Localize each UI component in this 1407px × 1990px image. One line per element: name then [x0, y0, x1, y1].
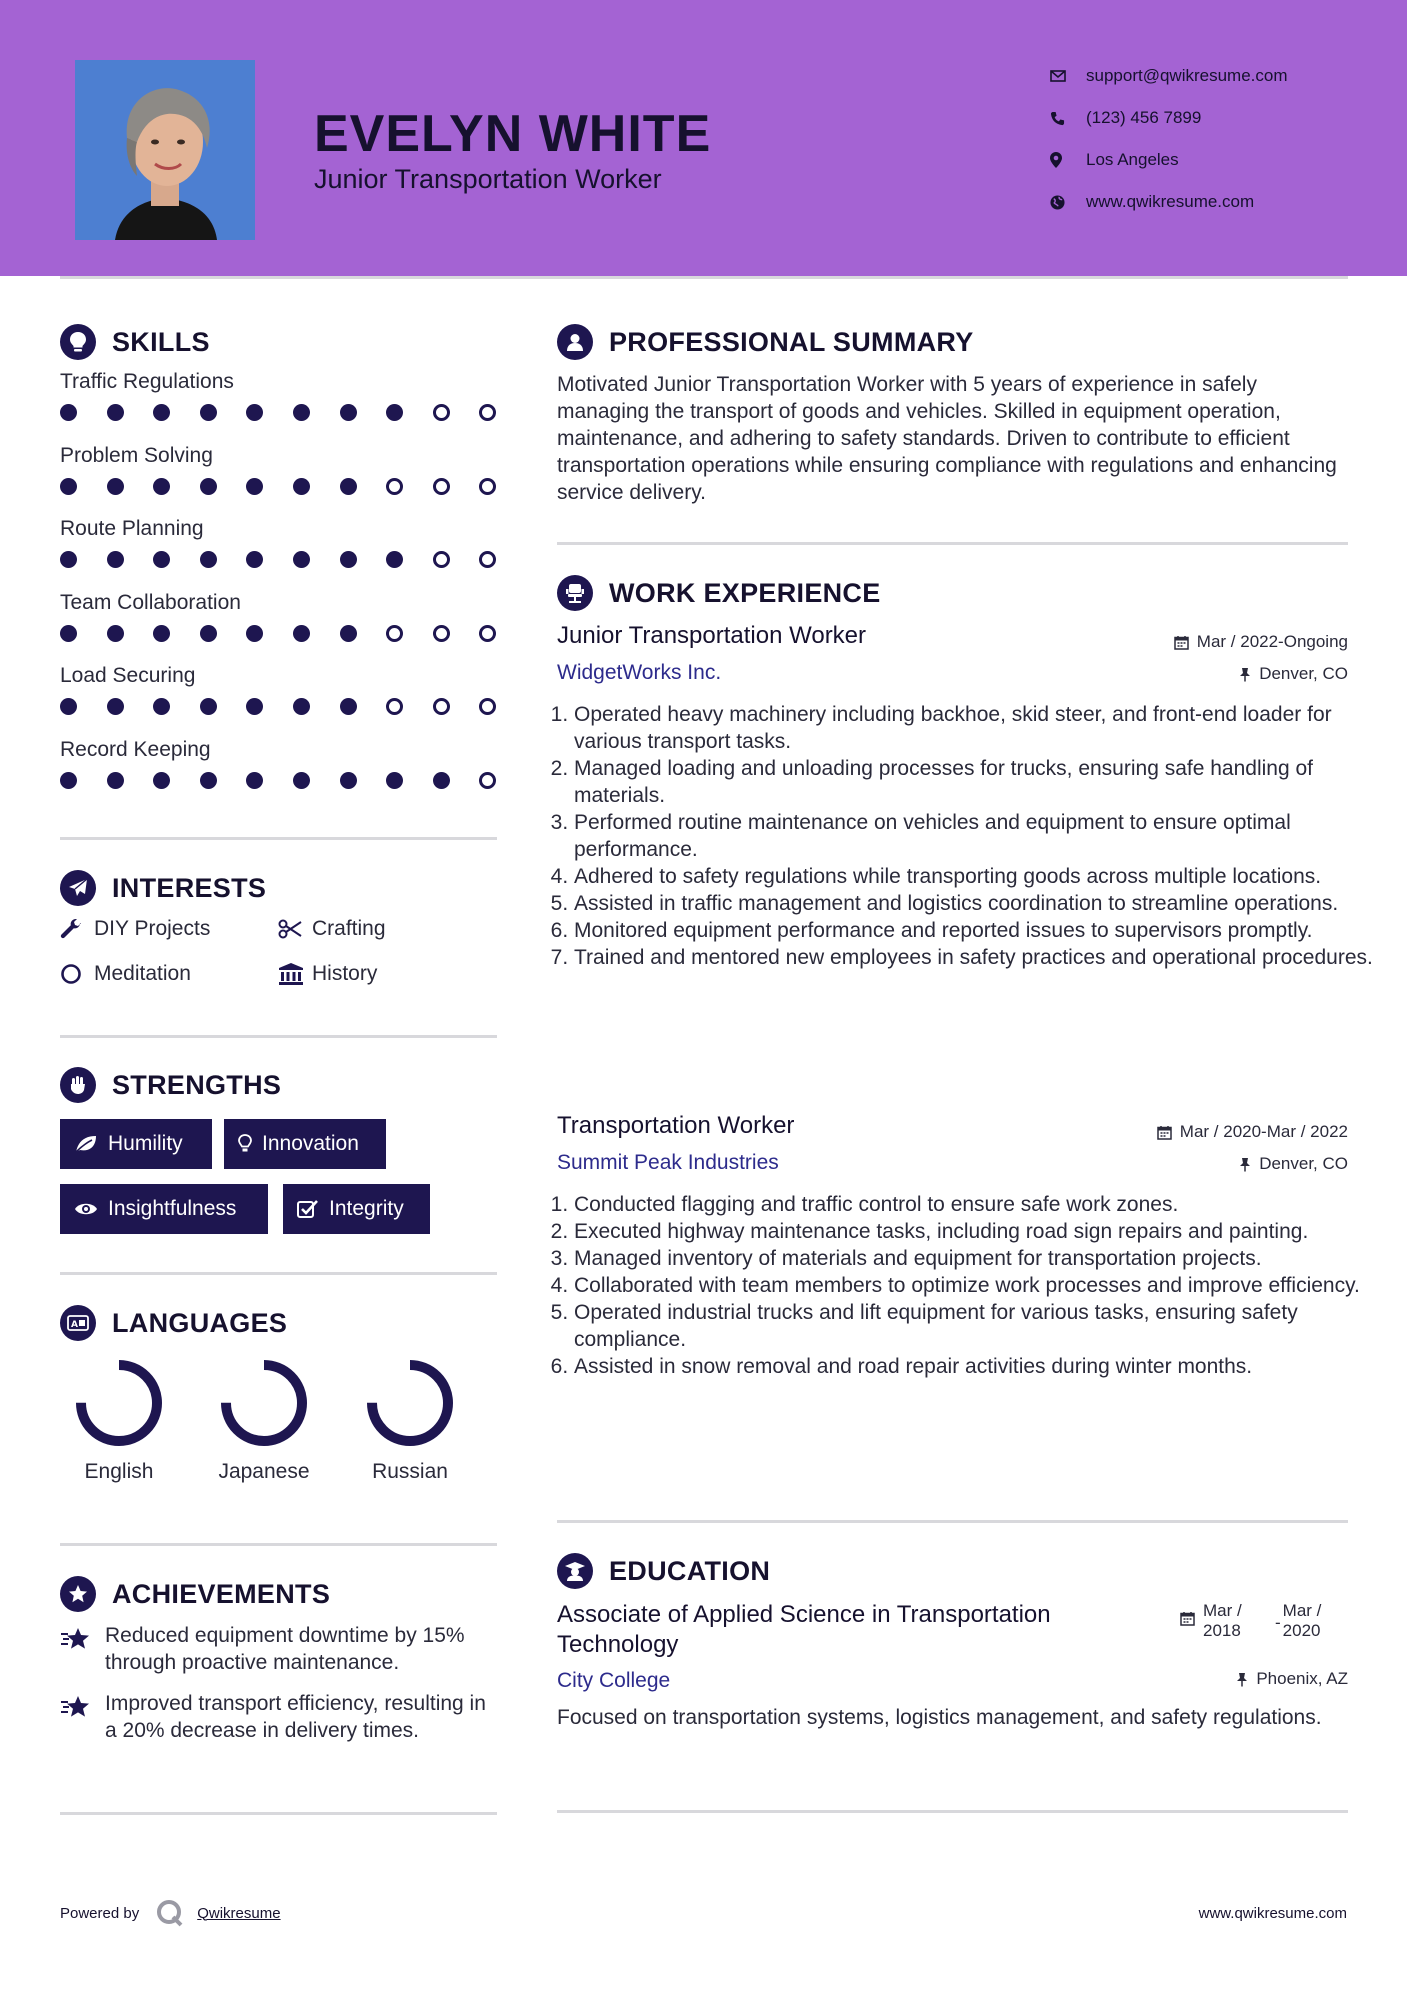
job-duties: [556, 701, 1374, 971]
rating-dot-filled: [433, 772, 450, 789]
leaf-icon: [74, 1134, 98, 1154]
rating-dot-filled: [246, 404, 263, 421]
education-heading-text: EDUCATION: [609, 1555, 771, 1586]
job-location-text: Denver, CO: [1259, 1154, 1348, 1173]
scissors-icon: [278, 919, 312, 939]
contact-email-text: support@qwikresume.com: [1086, 66, 1288, 85]
skills-heading-text: SKILLS: [112, 326, 210, 357]
achievement-item: [60, 1622, 500, 1676]
school-name: City College: [557, 1669, 671, 1692]
skill-item: [60, 738, 500, 792]
duty-item: 3. Managed inventory of materials and equipment for transportation projects.: [574, 1245, 1374, 1272]
profile-photo: [75, 60, 255, 240]
strength-tag: [224, 1119, 386, 1169]
strength-label: Innovation: [262, 1132, 359, 1155]
interest-label: History: [312, 962, 378, 985]
rating-dot-filled: [153, 625, 170, 642]
star-icon: [60, 1622, 105, 1676]
language-level-arc: [226, 1365, 302, 1441]
language-level-arc: [81, 1365, 157, 1441]
achievement-text: Improved transport efficiency, resulting in a 20% decrease in delivery times.: [105, 1692, 486, 1742]
rating-dot-filled: [200, 625, 217, 642]
rating-dot-filled: [200, 551, 217, 568]
skill-item: [60, 444, 500, 498]
contact-website[interactable]: [1050, 181, 1288, 223]
location-pin-icon: [1050, 152, 1086, 168]
skill-item: [60, 664, 500, 718]
summary-heading-text: PROFESSIONAL SUMMARY: [609, 326, 974, 357]
rating-dot-filled: [340, 698, 357, 715]
footer-website[interactable]: www.qwikresume.com: [1198, 1905, 1347, 1922]
interest-item: [60, 917, 210, 941]
skill-name: Traffic Regulations: [60, 370, 234, 393]
rating-dot-filled: [153, 698, 170, 715]
education-date-dash: -: [1275, 1613, 1281, 1632]
skills-divider: [60, 837, 497, 840]
contact-phone-text: (123) 456 7899: [1086, 108, 1202, 127]
rating-dot-empty: [479, 625, 496, 642]
skill-name: Team Collaboration: [60, 590, 241, 614]
skill-item: [60, 370, 500, 424]
job-dates: [1157, 1122, 1348, 1142]
rating-dot-filled: [246, 772, 263, 789]
contact-website-text: www.qwikresume.com: [1086, 192, 1255, 211]
rating-dot-filled: [153, 404, 170, 421]
rating-dot-filled: [60, 478, 77, 495]
rating-dot-empty: [386, 698, 403, 715]
rating-dot-filled: [293, 551, 310, 568]
summary-heading: [557, 324, 974, 360]
rating-dot-filled: [60, 551, 77, 568]
person-title: Junior Transportation Worker: [314, 164, 662, 194]
achievements-heading: [60, 1576, 330, 1612]
job-location: [1239, 664, 1348, 684]
language-ring: [74, 1358, 164, 1448]
skill-rating: [60, 768, 500, 792]
graduate-icon: [557, 1553, 593, 1589]
pushpin-icon: [1239, 667, 1251, 682]
user-icon: [557, 324, 593, 360]
rating-dot-filled: [293, 772, 310, 789]
strength-tag: [60, 1119, 212, 1169]
rating-dot-filled: [107, 772, 124, 789]
skill-name: Record Keeping: [60, 737, 211, 761]
experience-heading-text: WORK EXPERIENCE: [609, 577, 881, 608]
education-end: Mar / 2020: [1282, 1601, 1322, 1640]
achievement-text: Reduced equipment downtime by 15% through proactive maintenance.: [105, 1624, 465, 1674]
language-item: [59, 1358, 179, 1484]
interest-item: [278, 962, 377, 986]
duty-item: 3. Performed routine maintenance on vehicles and equipment to ensure optimal performance.: [574, 809, 1374, 863]
rating-dot-filled: [340, 551, 357, 568]
rating-dot-filled: [200, 478, 217, 495]
rating-dot-empty: [479, 551, 496, 568]
languages-divider: [60, 1543, 497, 1546]
rating-dot-filled: [340, 404, 357, 421]
contact-location: [1050, 139, 1288, 181]
language-label: Japanese: [218, 1460, 310, 1483]
language-ring: [365, 1358, 455, 1448]
duty-item: 2. Managed loading and unloading processes for trucks, ensuring safe handling of materials.: [574, 755, 1374, 809]
job-location: [1239, 1154, 1348, 1174]
rating-dot-filled: [60, 698, 77, 715]
experience-divider: [557, 1520, 1348, 1523]
skill-name: Load Securing: [60, 664, 196, 687]
rating-dot-filled: [107, 551, 124, 568]
strength-tag: [283, 1184, 430, 1234]
rating-dot-filled: [153, 478, 170, 495]
achievement-item: [60, 1690, 500, 1744]
interest-label: Crafting: [312, 917, 386, 940]
rating-dot-empty: [479, 772, 496, 789]
languages-heading: [60, 1305, 287, 1341]
education-start: Mar / 2018: [1203, 1601, 1242, 1640]
skill-rating: [60, 474, 500, 498]
interest-label: DIY Projects: [94, 917, 211, 940]
strength-tag: [60, 1184, 268, 1234]
pushpin-icon: [1239, 1157, 1251, 1172]
duty-item: 6. Monitored equipment performance and reported issues to supervisors promptly.: [574, 917, 1374, 944]
language-ring: [219, 1358, 309, 1448]
calendar-icon: [1157, 1125, 1172, 1140]
calendar-icon: [1180, 1611, 1195, 1626]
header-divider: [60, 276, 1348, 279]
skill-rating: [60, 621, 500, 645]
rating-dot-filled: [340, 625, 357, 642]
rating-dot-empty: [386, 625, 403, 642]
rating-dot-filled: [246, 625, 263, 642]
rating-dot-empty: [433, 478, 450, 495]
duty-item: 5. Operated industrial trucks and lift equipment for various tasks, ensuring safety compliance.: [574, 1299, 1374, 1353]
lightbulb-icon: [238, 1134, 252, 1154]
globe-icon: [1050, 195, 1086, 210]
rating-dot-filled: [246, 478, 263, 495]
contact-phone[interactable]: [1050, 97, 1288, 139]
interest-item: [60, 962, 191, 986]
job-location-text: Denver, CO: [1259, 664, 1348, 683]
rating-dot-filled: [60, 772, 77, 789]
education-heading: [557, 1553, 770, 1589]
language-item: [204, 1358, 324, 1484]
degree-title: Associate of Applied Science in Transportation Technology: [557, 1601, 1051, 1658]
calendar-icon: [1174, 635, 1189, 650]
job-dates: [1174, 632, 1348, 652]
skill-name: Route Planning: [60, 517, 204, 540]
interests-divider: [60, 1035, 497, 1038]
star-badge-icon: [60, 1576, 96, 1612]
job-dates-text: Mar / 2020-Mar / 2022: [1179, 1122, 1348, 1141]
lightbulb-icon: [60, 324, 96, 360]
job-dates-text: Mar / 2022-Ongoing: [1196, 632, 1348, 651]
rating-dot-empty: [479, 404, 496, 421]
qwikresume-logo-icon: [155, 1898, 185, 1928]
skill-item: [60, 517, 500, 571]
language-label: English: [84, 1460, 154, 1483]
rating-dot-empty: [433, 404, 450, 421]
interest-label: Meditation: [94, 962, 191, 985]
duty-item: 4. Adhered to safety regulations while transporting goods across multiple locations.: [574, 863, 1374, 890]
circle-icon: [60, 963, 94, 985]
education-location-text: Phoenix, AZ: [1256, 1669, 1348, 1688]
education-divider: [557, 1810, 1348, 1813]
powered-by-text: Powered by: [60, 1904, 140, 1922]
job-duties: [556, 1191, 1374, 1380]
star-icon: [60, 1690, 105, 1744]
skill-name: Problem Solving: [60, 443, 213, 467]
rating-dot-filled: [200, 772, 217, 789]
strength-label: Humility: [108, 1132, 183, 1155]
language-card-icon: [60, 1305, 96, 1341]
job-title: Transportation Worker: [557, 1112, 795, 1139]
language-level-arc: [372, 1365, 448, 1441]
skill-rating: [60, 547, 500, 571]
education-location: [1236, 1669, 1348, 1689]
interests-heading: [60, 870, 266, 906]
summary-divider: [557, 542, 1348, 545]
rating-dot-filled: [200, 404, 217, 421]
rating-dot-empty: [386, 478, 403, 495]
rating-dot-empty: [479, 478, 496, 495]
skill-rating: [60, 694, 500, 718]
education-description: Focused on transportation systems, logistics management, and safety regulations.: [557, 1706, 1322, 1729]
rating-dot-empty: [433, 698, 450, 715]
interest-item: [278, 917, 386, 941]
rating-dot-filled: [200, 698, 217, 715]
phone-icon: [1050, 111, 1086, 126]
rating-dot-filled: [340, 478, 357, 495]
rating-dot-filled: [386, 772, 403, 789]
rating-dot-filled: [293, 404, 310, 421]
rating-dot-empty: [433, 551, 450, 568]
contact-email[interactable]: [1050, 55, 1288, 97]
duty-item: 7. Trained and mentored new employees in safety practices and operational procedures.: [574, 944, 1374, 971]
rating-dot-filled: [153, 551, 170, 568]
language-label: Russian: [372, 1460, 448, 1483]
wrench-icon: [60, 918, 94, 940]
summary-text: Motivated Junior Transportation Worker with 5 years of experience in safely managing the transport of goods and vehicles. Skilled in equipment operation, maintenance, and adhering to safety standards. Driven to contribute to efficient transportation operations while ensuring compliance with regulations and enhancing service delivery.: [557, 373, 1337, 504]
paper-plane-icon: [60, 870, 96, 906]
person-name: EVELYN WHITE: [314, 105, 712, 163]
rating-dot-filled: [293, 625, 310, 642]
rating-dot-filled: [246, 551, 263, 568]
museum-icon: [278, 962, 312, 986]
rating-dot-empty: [433, 625, 450, 642]
skills-heading: [60, 324, 210, 360]
rating-dot-filled: [60, 625, 77, 642]
strengths-divider: [60, 1272, 497, 1275]
rating-dot-filled: [246, 698, 263, 715]
brand-link[interactable]: Qwikresume: [197, 1904, 281, 1922]
duty-item: 6. Assisted in snow removal and road repair activities during winter months.: [574, 1353, 1374, 1380]
rating-dot-filled: [107, 698, 124, 715]
contact-list: [1050, 55, 1288, 223]
strengths-heading: [60, 1067, 281, 1103]
duty-item: 4. Collaborated with team members to optimize work processes and improve efficiency.: [574, 1272, 1374, 1299]
rating-dot-filled: [293, 698, 310, 715]
company-name: Summit Peak Industries: [557, 1151, 779, 1174]
raised-fist-icon: [60, 1067, 96, 1103]
office-chair-icon: [557, 575, 593, 611]
interests-heading-text: INTERESTS: [112, 872, 267, 903]
skill-rating: [60, 400, 500, 424]
eye-icon: [74, 1201, 98, 1217]
footer-powered: [60, 1898, 281, 1928]
rating-dot-filled: [293, 478, 310, 495]
skill-item: [60, 591, 500, 645]
rating-dot-filled: [60, 404, 77, 421]
rating-dot-filled: [340, 772, 357, 789]
pushpin-icon: [1236, 1672, 1248, 1687]
duty-item: 2. Executed highway maintenance tasks, including road sign repairs and painting.: [574, 1218, 1374, 1245]
language-item: [350, 1358, 470, 1484]
rating-dot-empty: [479, 698, 496, 715]
rating-dot-filled: [107, 404, 124, 421]
rating-dot-filled: [386, 551, 403, 568]
contact-location-text: Los Angeles: [1086, 150, 1179, 169]
achievements-divider: [60, 1812, 497, 1815]
checkbox-icon: [297, 1199, 319, 1219]
duty-item: 5. Assisted in traffic management and logistics coordination to streamline operations.: [574, 890, 1374, 917]
svg-text:A: A: [71, 1320, 79, 1330]
duty-item: 1. Conducted flagging and traffic control to ensure safe work zones.: [574, 1191, 1374, 1218]
experience-heading: [557, 575, 881, 611]
envelope-icon: [1050, 70, 1086, 82]
duty-item: 1. Operated heavy machinery including backhoe, skid steer, and front-end loader for various transport tasks.: [574, 701, 1374, 755]
languages-heading-text: LANGUAGES: [112, 1307, 288, 1338]
rating-dot-filled: [386, 404, 403, 421]
achievements-heading-text: ACHIEVEMENTS: [112, 1578, 331, 1609]
job-title: Junior Transportation Worker: [557, 622, 867, 649]
strength-label: Insightfulness: [108, 1197, 237, 1220]
education-dates: [1180, 1601, 1333, 1641]
strength-label: Integrity: [329, 1197, 404, 1220]
rating-dot-filled: [107, 478, 124, 495]
strengths-heading-text: STRENGTHS: [112, 1069, 282, 1100]
rating-dot-filled: [107, 625, 124, 642]
header-banner: [0, 0, 1407, 276]
company-name: WidgetWorks Inc.: [557, 661, 722, 684]
rating-dot-filled: [153, 772, 170, 789]
